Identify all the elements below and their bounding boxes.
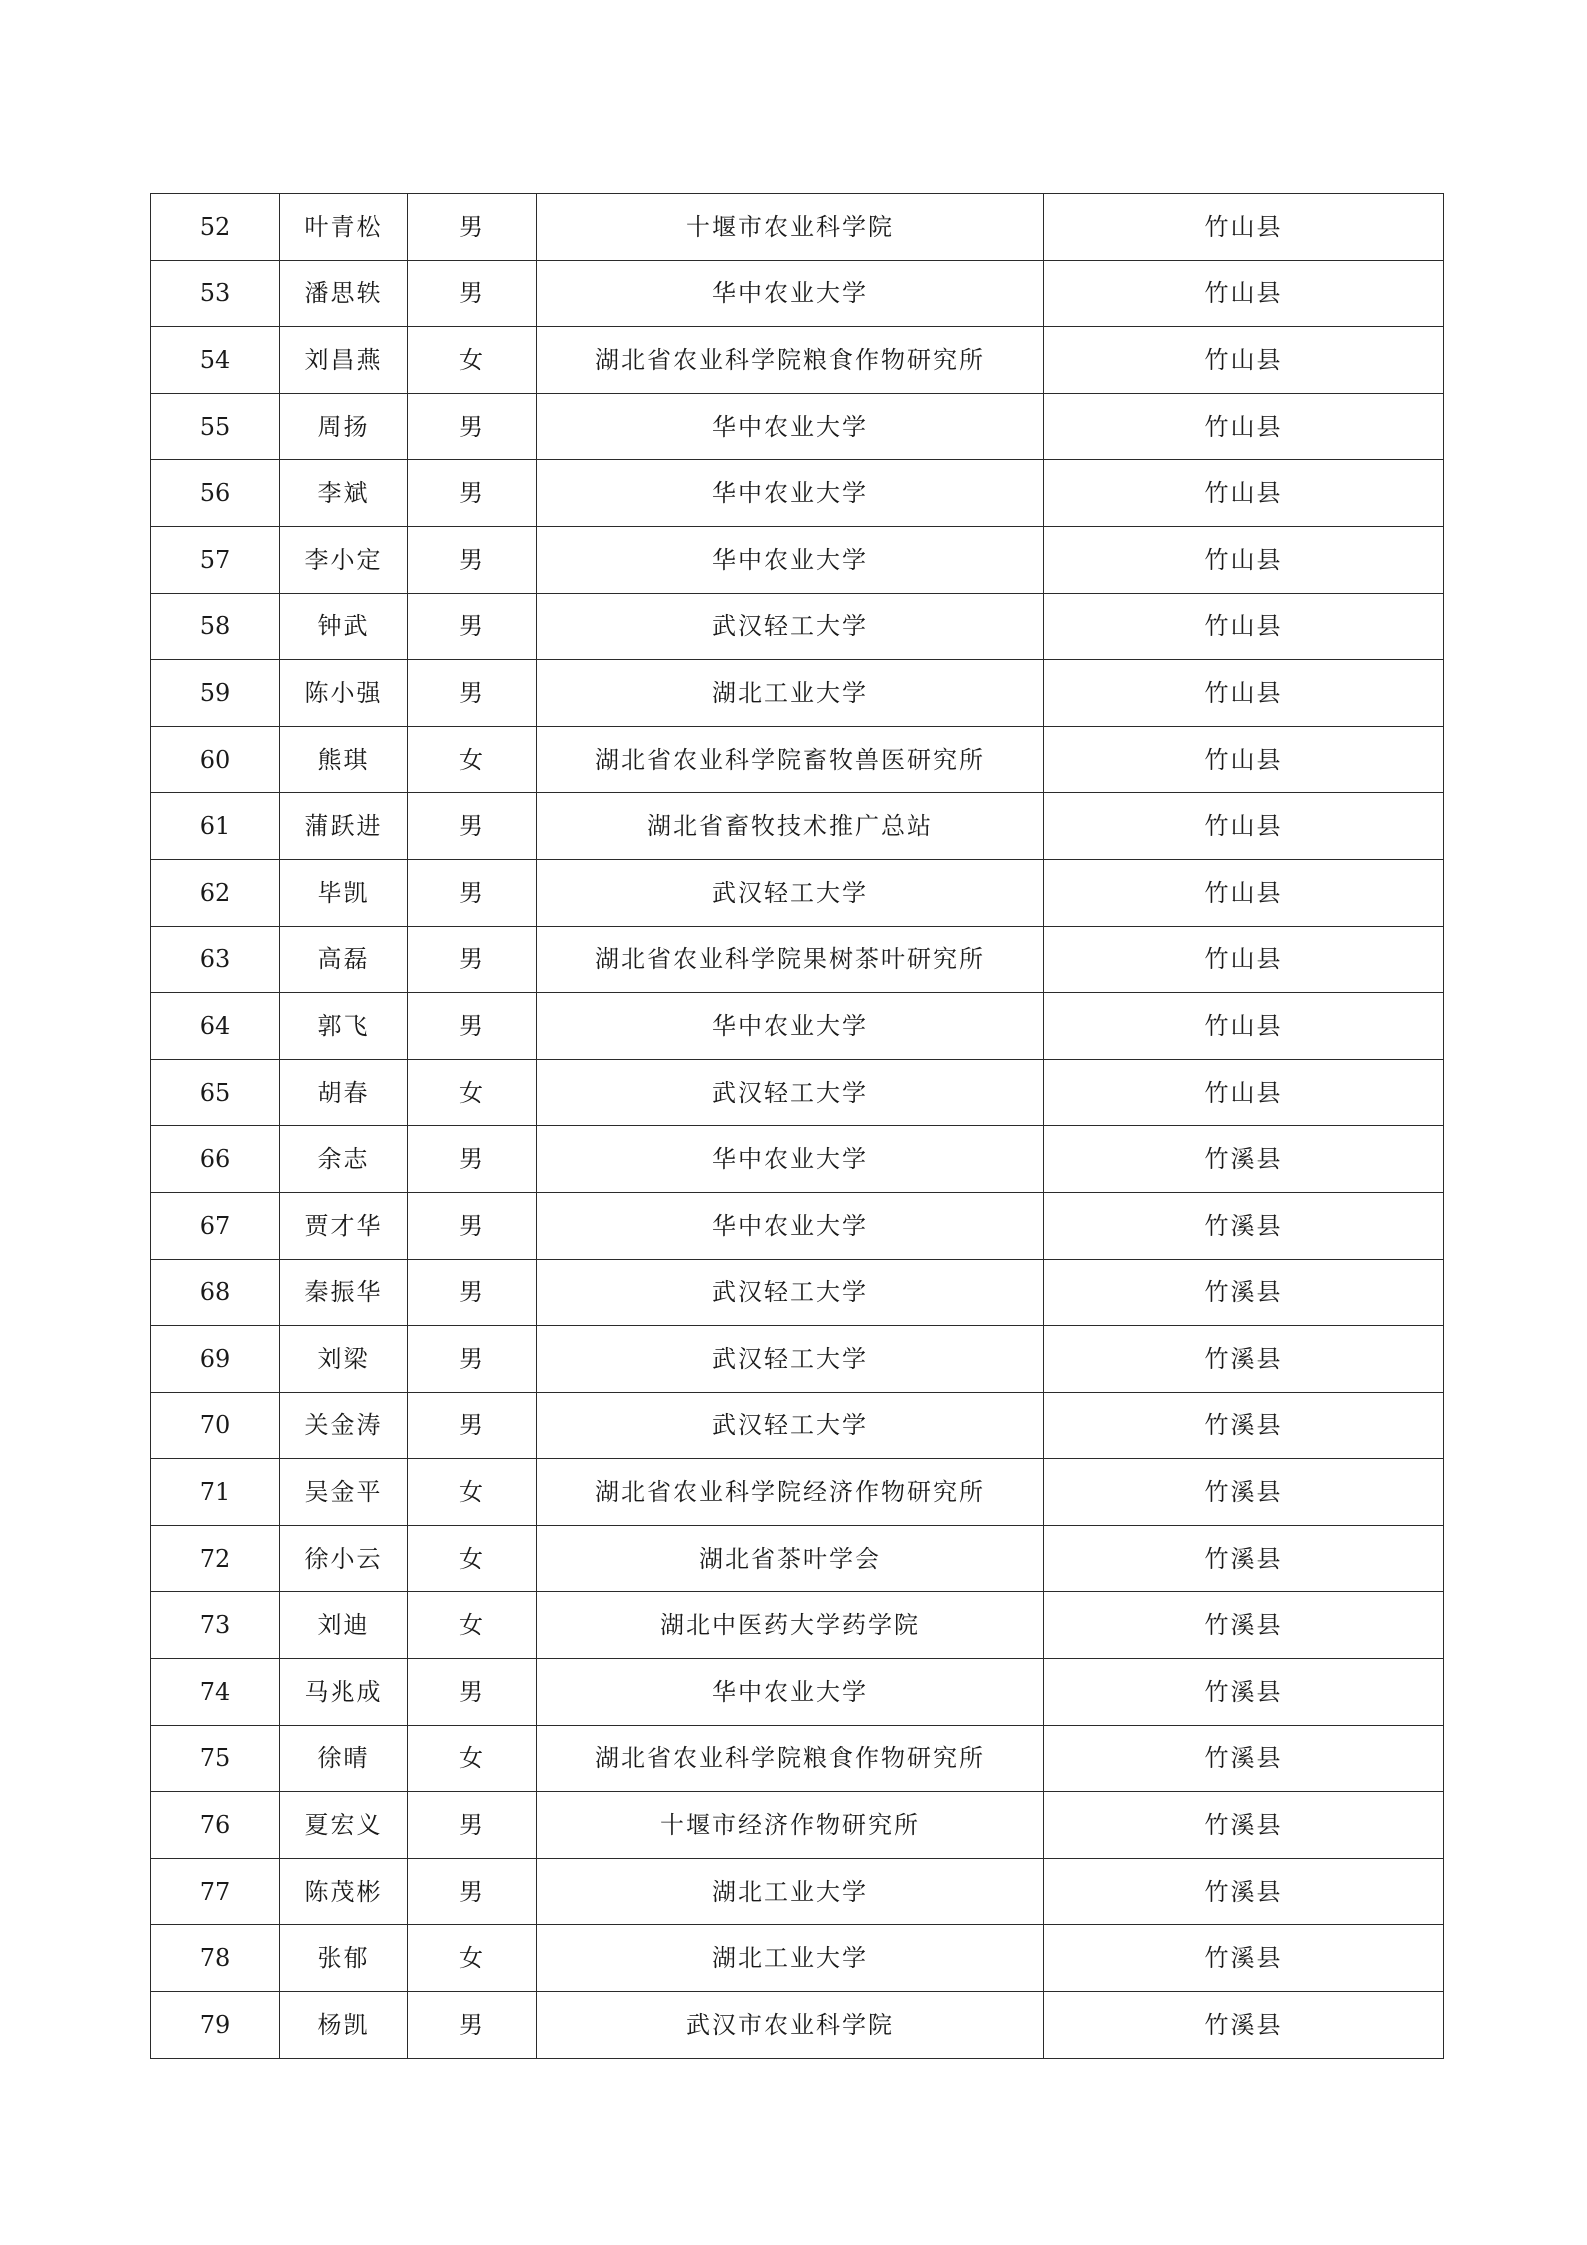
service-county: 竹溪县 (1044, 1659, 1444, 1726)
table-row (151, 194, 1444, 261)
table-row (151, 1725, 1444, 1792)
work-unit: 湖北省农业科学院粮食作物研究所 (537, 327, 1044, 394)
service-county: 竹山县 (1044, 393, 1444, 460)
gender-cell: 女 (408, 1059, 537, 1126)
service-county: 竹溪县 (1044, 1525, 1444, 1592)
table-row (151, 859, 1444, 926)
row-number: 56 (151, 460, 280, 527)
service-county: 竹溪县 (1044, 1459, 1444, 1526)
service-county: 竹溪县 (1044, 1858, 1444, 1925)
work-unit: 湖北中医药大学药学院 (537, 1592, 1044, 1659)
row-number: 79 (151, 1992, 280, 2059)
table-row (151, 1592, 1444, 1659)
gender-cell: 女 (408, 1592, 537, 1659)
work-unit: 湖北省茶叶学会 (537, 1525, 1044, 1592)
table-row (151, 393, 1444, 460)
person-name: 吴金平 (280, 1459, 408, 1526)
service-county: 竹山县 (1044, 660, 1444, 727)
row-number: 76 (151, 1792, 280, 1859)
gender-cell: 女 (408, 1525, 537, 1592)
row-number: 68 (151, 1259, 280, 1326)
person-name: 胡春 (280, 1059, 408, 1126)
service-county: 竹溪县 (1044, 1326, 1444, 1393)
gender-cell: 男 (408, 926, 537, 993)
table-row (151, 327, 1444, 394)
person-name: 徐晴 (280, 1725, 408, 1792)
person-name: 刘梁 (280, 1326, 408, 1393)
person-name: 叶青松 (280, 194, 408, 261)
gender-cell: 女 (408, 726, 537, 793)
work-unit: 湖北工业大学 (537, 1925, 1044, 1992)
row-number: 52 (151, 194, 280, 261)
gender-cell: 男 (408, 660, 537, 727)
person-name: 夏宏义 (280, 1792, 408, 1859)
person-name: 李小定 (280, 526, 408, 593)
work-unit: 华中农业大学 (537, 526, 1044, 593)
gender-cell: 男 (408, 260, 537, 327)
work-unit: 十堰市农业科学院 (537, 194, 1044, 261)
person-name: 钟武 (280, 593, 408, 660)
service-county: 竹溪县 (1044, 1925, 1444, 1992)
gender-cell: 男 (408, 460, 537, 527)
table-row (151, 926, 1444, 993)
service-county: 竹溪县 (1044, 1992, 1444, 2059)
gender-cell: 女 (408, 1725, 537, 1792)
work-unit: 武汉轻工大学 (537, 1059, 1044, 1126)
work-unit: 华中农业大学 (537, 260, 1044, 327)
service-county: 竹溪县 (1044, 1126, 1444, 1193)
work-unit: 湖北省农业科学院经济作物研究所 (537, 1459, 1044, 1526)
person-name: 郭飞 (280, 993, 408, 1060)
person-name: 刘迪 (280, 1592, 408, 1659)
person-name: 刘昌燕 (280, 327, 408, 394)
gender-cell: 女 (408, 327, 537, 394)
row-number: 60 (151, 726, 280, 793)
service-county: 竹山县 (1044, 194, 1444, 261)
person-name: 余志 (280, 1126, 408, 1193)
gender-cell: 男 (408, 1392, 537, 1459)
row-number: 57 (151, 526, 280, 593)
gender-cell: 男 (408, 393, 537, 460)
gender-cell: 男 (408, 1126, 537, 1193)
service-county: 竹山县 (1044, 1059, 1444, 1126)
row-number: 77 (151, 1858, 280, 1925)
row-number: 69 (151, 1326, 280, 1393)
row-number: 75 (151, 1725, 280, 1792)
row-number: 54 (151, 327, 280, 394)
service-county: 竹溪县 (1044, 1392, 1444, 1459)
table-row (151, 660, 1444, 727)
person-name: 高磊 (280, 926, 408, 993)
work-unit: 武汉轻工大学 (537, 859, 1044, 926)
service-county: 竹溪县 (1044, 1192, 1444, 1259)
row-number: 65 (151, 1059, 280, 1126)
work-unit: 华中农业大学 (537, 393, 1044, 460)
work-unit: 武汉轻工大学 (537, 1392, 1044, 1459)
work-unit: 华中农业大学 (537, 460, 1044, 527)
work-unit: 武汉轻工大学 (537, 1326, 1044, 1393)
gender-cell: 男 (408, 1326, 537, 1393)
work-unit: 湖北省农业科学院畜牧兽医研究所 (537, 726, 1044, 793)
table-row (151, 993, 1444, 1060)
person-name: 陈茂彬 (280, 1858, 408, 1925)
table-row (151, 1525, 1444, 1592)
roster-table (150, 193, 1444, 2059)
work-unit: 湖北工业大学 (537, 660, 1044, 727)
gender-cell: 女 (408, 1925, 537, 1992)
service-county: 竹山县 (1044, 993, 1444, 1060)
service-county: 竹山县 (1044, 926, 1444, 993)
work-unit: 华中农业大学 (537, 1192, 1044, 1259)
work-unit: 湖北省农业科学院粮食作物研究所 (537, 1725, 1044, 1792)
row-number: 64 (151, 993, 280, 1060)
service-county: 竹溪县 (1044, 1592, 1444, 1659)
table-row (151, 1992, 1444, 2059)
person-name: 张郁 (280, 1925, 408, 1992)
table-row (151, 1126, 1444, 1193)
row-number: 74 (151, 1659, 280, 1726)
table-row (151, 793, 1444, 860)
work-unit: 湖北省农业科学院果树茶叶研究所 (537, 926, 1044, 993)
service-county: 竹山县 (1044, 327, 1444, 394)
row-number: 58 (151, 593, 280, 660)
gender-cell: 男 (408, 859, 537, 926)
person-name: 贾才华 (280, 1192, 408, 1259)
roster-table-body (151, 194, 1444, 2059)
gender-cell: 男 (408, 1192, 537, 1259)
table-row (151, 1925, 1444, 1992)
table-row (151, 593, 1444, 660)
gender-cell: 男 (408, 1659, 537, 1726)
table-row (151, 1459, 1444, 1526)
table-row (151, 1192, 1444, 1259)
work-unit: 华中农业大学 (537, 1659, 1044, 1726)
person-name: 潘思轶 (280, 260, 408, 327)
work-unit: 湖北省畜牧技术推广总站 (537, 793, 1044, 860)
work-unit: 武汉轻工大学 (537, 1259, 1044, 1326)
table-row (151, 1858, 1444, 1925)
gender-cell: 男 (408, 1259, 537, 1326)
row-number: 59 (151, 660, 280, 727)
person-name: 周扬 (280, 393, 408, 460)
table-row (151, 1792, 1444, 1859)
row-number: 71 (151, 1459, 280, 1526)
table-row (151, 260, 1444, 327)
gender-cell: 男 (408, 1858, 537, 1925)
gender-cell: 男 (408, 1992, 537, 2059)
service-county: 竹山县 (1044, 859, 1444, 926)
service-county: 竹溪县 (1044, 1792, 1444, 1859)
row-number: 63 (151, 926, 280, 993)
person-name: 杨凯 (280, 1992, 408, 2059)
table-row (151, 460, 1444, 527)
table-row (151, 526, 1444, 593)
person-name: 蒲跃进 (280, 793, 408, 860)
table-row (151, 1659, 1444, 1726)
row-number: 55 (151, 393, 280, 460)
row-number: 73 (151, 1592, 280, 1659)
work-unit: 华中农业大学 (537, 993, 1044, 1060)
row-number: 78 (151, 1925, 280, 1992)
row-number: 61 (151, 793, 280, 860)
table-row (151, 1326, 1444, 1393)
person-name: 陈小强 (280, 660, 408, 727)
row-number: 72 (151, 1525, 280, 1592)
gender-cell: 男 (408, 526, 537, 593)
service-county: 竹山县 (1044, 526, 1444, 593)
row-number: 70 (151, 1392, 280, 1459)
row-number: 53 (151, 260, 280, 327)
table-row (151, 1392, 1444, 1459)
person-name: 关金涛 (280, 1392, 408, 1459)
table-row (151, 726, 1444, 793)
person-name: 徐小云 (280, 1525, 408, 1592)
service-county: 竹溪县 (1044, 1259, 1444, 1326)
person-name: 熊琪 (280, 726, 408, 793)
service-county: 竹山县 (1044, 460, 1444, 527)
table-row (151, 1259, 1444, 1326)
row-number: 67 (151, 1192, 280, 1259)
work-unit: 华中农业大学 (537, 1126, 1044, 1193)
service-county: 竹山县 (1044, 793, 1444, 860)
person-name: 马兆成 (280, 1659, 408, 1726)
row-number: 62 (151, 859, 280, 926)
gender-cell: 男 (408, 1792, 537, 1859)
table-row (151, 1059, 1444, 1126)
service-county: 竹山县 (1044, 260, 1444, 327)
gender-cell: 男 (408, 194, 537, 261)
person-name: 李斌 (280, 460, 408, 527)
work-unit: 武汉市农业科学院 (537, 1992, 1044, 2059)
service-county: 竹山县 (1044, 726, 1444, 793)
gender-cell: 男 (408, 793, 537, 860)
work-unit: 十堰市经济作物研究所 (537, 1792, 1044, 1859)
person-name: 毕凯 (280, 859, 408, 926)
service-county: 竹溪县 (1044, 1725, 1444, 1792)
person-name: 秦振华 (280, 1259, 408, 1326)
row-number: 66 (151, 1126, 280, 1193)
gender-cell: 男 (408, 593, 537, 660)
service-county: 竹山县 (1044, 593, 1444, 660)
work-unit: 武汉轻工大学 (537, 593, 1044, 660)
gender-cell: 女 (408, 1459, 537, 1526)
gender-cell: 男 (408, 993, 537, 1060)
work-unit: 湖北工业大学 (537, 1858, 1044, 1925)
